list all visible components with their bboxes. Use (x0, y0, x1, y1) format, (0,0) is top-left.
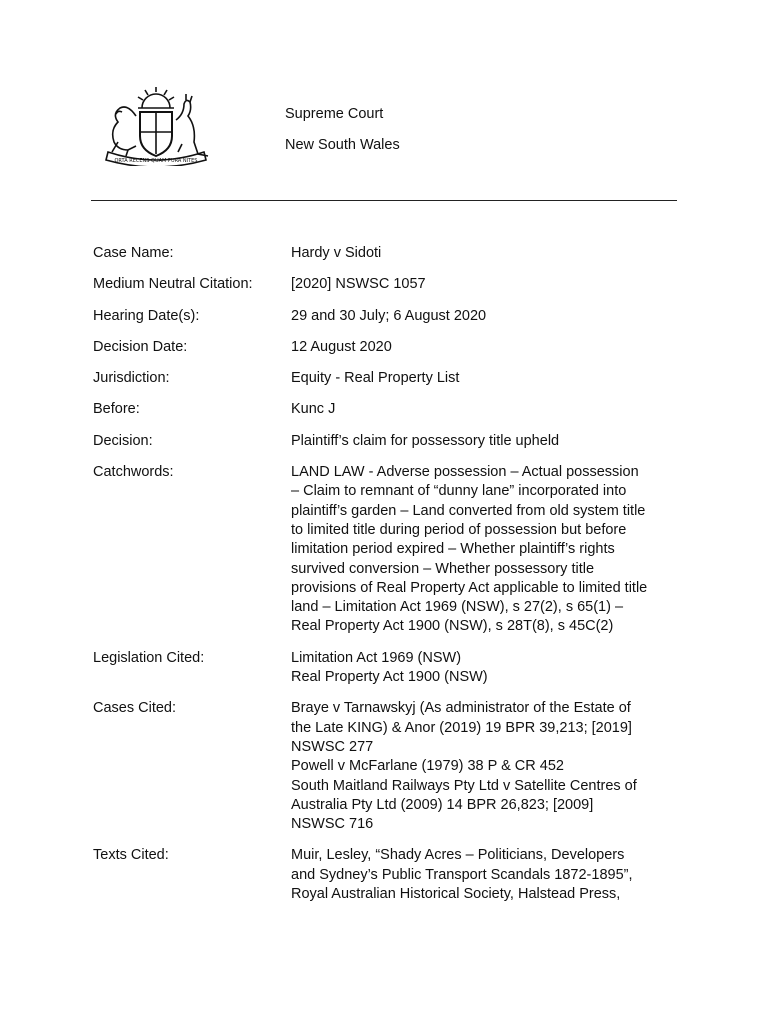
crest-motto: ORTA RECENS QUAM PURA NITES (114, 158, 198, 164)
metadata-value (291, 369, 683, 388)
metadata-value-line: [2020] NSWSC 1057 (291, 276, 426, 293)
metadata-value (291, 846, 683, 904)
metadata-row (93, 307, 683, 326)
metadata-label: Medium Neutral Citation: (93, 276, 253, 293)
metadata-row (93, 338, 683, 357)
metadata-row (93, 244, 683, 263)
metadata-value-line: Equity - Real Property List (291, 370, 460, 387)
metadata-label: Legislation Cited: (93, 649, 205, 666)
metadata-value (291, 400, 683, 419)
metadata-value-line: South Maitland Railways Pty Ltd v Satellite Centres of (291, 777, 637, 794)
metadata-label: Catchwords: (93, 464, 174, 481)
metadata-row (93, 846, 683, 904)
metadata-value (291, 699, 683, 834)
metadata-row (93, 649, 683, 688)
metadata-value-line: – Claim to remnant of “dunny lane” incorporated into (291, 483, 627, 500)
metadata-value (291, 432, 683, 451)
metadata-value-line: Plaintiff’s claim for possessory title upheld (291, 432, 560, 449)
metadata-value-line: 12 August 2020 (291, 338, 392, 355)
metadata-value-line: Australia Pty Ltd (2009) 14 BPR 26,823; [2009] (291, 796, 594, 813)
metadata-value-line: to limited title during period of possession but before (291, 521, 627, 538)
court-name: Supreme Court (285, 106, 384, 122)
metadata-value-line: and Sydney’s Public Transport Scandals 1872-1895”, (291, 866, 633, 883)
metadata-value-line: Hardy v Sidoti (291, 245, 382, 261)
metadata-value-line: survived conversion – Whether possessory title (291, 560, 595, 577)
metadata-value-line: LAND LAW - Adverse possession – Actual possession (291, 464, 639, 481)
header-divider (91, 200, 677, 201)
metadata-label: Jurisdiction: (93, 370, 170, 387)
metadata-label: Decision Date: (93, 338, 188, 355)
metadata-row (93, 400, 683, 419)
metadata-value-line: Braye v Tarnawskyj (As administrator of the Estate of (291, 700, 631, 717)
metadata-row (93, 275, 683, 294)
metadata-label: Decision: (93, 432, 153, 449)
metadata-value (291, 275, 683, 294)
metadata-value-line: land – Limitation Act 1969 (NSW), s 27(2), s 65(1) – (291, 599, 624, 616)
metadata-value-line: Limitation Act 1969 (NSW) (291, 649, 462, 666)
metadata-value-line: Real Property Act 1900 (NSW), s 28T(8), s 45C(2) (291, 618, 614, 635)
court-jurisdiction: New South Wales (285, 137, 400, 153)
metadata-value-line: the Late KING) & Anor (2019) 19 BPR 39,213; [2019] (291, 719, 632, 736)
coat-of-arms-logo (98, 86, 214, 166)
metadata-label: Texts Cited: (93, 847, 169, 864)
metadata-value-line: Powell v McFarlane (1979) 38 P & CR 452 (291, 758, 564, 775)
metadata-value-line: Real Property Act 1900 (NSW) (291, 669, 488, 686)
metadata-label: Cases Cited: (93, 700, 177, 717)
case-metadata-table (93, 244, 683, 916)
metadata-value-line: limitation period expired – Whether plaintiff’s rights (291, 541, 615, 558)
metadata-value-line: 29 and 30 July; 6 August 2020 (291, 307, 487, 324)
metadata-row (93, 699, 683, 834)
metadata-value-line: Kunc J (291, 401, 336, 418)
metadata-value (291, 338, 683, 357)
metadata-value (291, 649, 683, 688)
metadata-row (93, 432, 683, 451)
metadata-value-line: Muir, Lesley, “Shady Acres – Politicians, Developers (291, 847, 625, 864)
metadata-row (93, 369, 683, 388)
metadata-value-line: NSWSC 277 (291, 738, 374, 755)
metadata-label: Case Name: (93, 245, 174, 261)
metadata-value-line: provisions of Real Property Act applicable to limited title (291, 579, 648, 596)
metadata-value (291, 463, 683, 637)
metadata-value-line: plaintiff’s garden – Land converted from old system title (291, 502, 646, 519)
metadata-value (291, 244, 683, 263)
metadata-row (93, 463, 683, 637)
metadata-value (291, 307, 683, 326)
metadata-label: Hearing Date(s): (93, 307, 200, 324)
metadata-label: Before: (93, 401, 140, 418)
metadata-value-line: NSWSC 716 (291, 816, 374, 833)
metadata-value-line: Royal Australian Historical Society, Halstead Press, (291, 886, 621, 903)
